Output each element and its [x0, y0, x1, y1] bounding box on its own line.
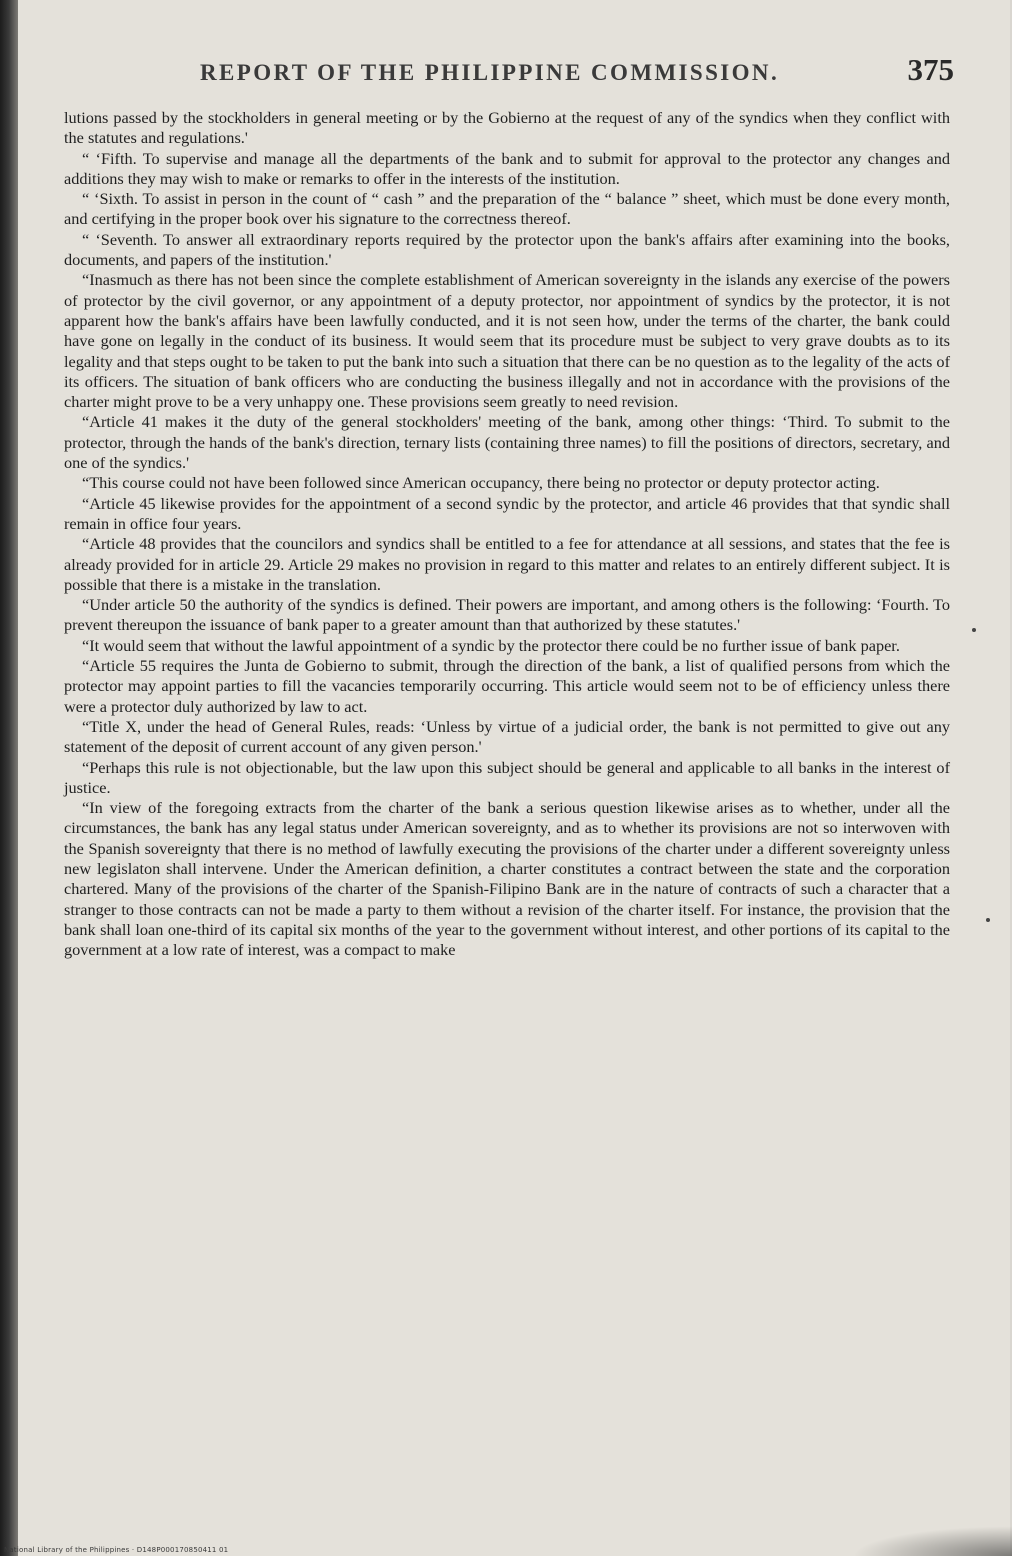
- paragraph: “Perhaps this rule is not objectionable, but the law upon this subject should be general and applicable to all banks in the interest of justice.: [64, 757, 950, 797]
- paragraph: “This course could not have been followed since American occupancy, there being no protector or deputy protector acting.: [82, 473, 880, 493]
- paragraph: “Inasmuch as there has not been since the complete establishment of American sovereignty in the islands any exercise of the powers of protector by the civil governor, or any appointment of a deputy protector, nor appointment of syndics by the protector, it is not apparent how the bank's affairs have been lawfully conducted, and it is not seen how, under the terms of the charter, the bank could have gone on legally in the conduct of its business. It would seem that its procedure must be subject to very grave doubts as to its legality and that steps ought to be taken to put the bank into such a situation that there can be no question as to the legality of the acts of its officers. The situation of bank officers who are conducting the business illegally and not in accordance with the provisions of the charter might prove to be a very unhappy one. These provisions seem greatly to need revision.: [64, 270, 950, 412]
- margin-speck: [986, 918, 990, 922]
- paragraph: “Title X, under the head of General Rules, reads: ‘Unless by virtue of a judicial order, the bank is not permitted to give out any statement of the deposit of current account of any given person.': [64, 716, 950, 757]
- margin-speck: [972, 628, 976, 632]
- paragraph: “Article 55 requires the Junta de Gobierno to submit, through the direction of the bank, a list of qualified persons from which the protector may appoint parties to fill the vacancies temporarily occurring. This article would seem not to be of efficiency unless there were a protector duly authorized by law to act.: [64, 656, 950, 716]
- paragraph: lutions passed by the stockholders in general meeting or by the Gobierno at the request of any of the syndics when they conflict with the statutes and regulations.': [64, 108, 950, 148]
- paragraph: “Article 48 provides that the councilors and syndics shall be entitled to a fee for attendance at all sessions, and states that the fee is already provided for in article 29. Article 29 makes no provision in regard to this matter and relates to an entirely different subject. It is possible that there is a mistake in the translation.: [64, 534, 950, 594]
- paragraph: “It would seem that without the lawful appointment of a syndic by the protector there could be no further issue of bank paper.: [82, 635, 900, 655]
- scan-credit: National Library of the Philippines · D148P000170850411 01: [4, 1546, 229, 1554]
- page-number: 375: [907, 52, 954, 87]
- page-body: [64, 108, 950, 960]
- paragraph: “Under article 50 the authority of the syndics is defined. Their powers are important, and among others is the following: ‘Fourth. To prevent thereupon the issuance of bank paper to a greater amount than that authorized by these statutes.': [64, 595, 950, 635]
- paragraph: “ ‘Sixth. To assist in person in the count of “ cash ” and the preparation of the “ balance ” sheet, which must be done every month, and certifying in the proper book over his signature to the correctness thereof.: [64, 189, 950, 229]
- paragraph: “ ‘Seventh. To answer all extraordinary reports required by the protector upon the bank's affairs after examining into the books, documents, and papers of the institution.': [64, 229, 950, 270]
- page-corner-shadow: [852, 1526, 1012, 1556]
- running-title: REPORT OF THE PHILIPPINE COMMISSION.: [200, 60, 780, 85]
- page-header: [200, 52, 960, 102]
- paragraph: “In view of the foregoing extracts from the charter of the bank a serious question likewise arises as to whether, under all the circumstances, the bank has any legal status under American sovereignty, and as to whether its provisions are not so interwoven with the Spanish sovereignty that there is no method of lawfully executing the provisions of the charter under a different sovereignty unless new legislaton shall intervene. Under the American definition, a charter constitutes a contract between the state and the corporation chartered. Many of the provisions of the charter of the Spanish-Filipino Bank are in the nature of contracts of such a character that a stranger to those contracts can not be made a party to them without a revision of the charter itself. For instance, the provision that the bank shall loan one-third of its capital six months of the year to the government without interest, and other portions of its capital to the government at a low rate of interest, was a compact to make: [64, 798, 950, 960]
- paragraph: “Article 41 makes it the duty of the general stockholders' meeting of the bank, among other things: ‘Third. To submit to the protector, through the hands of the bank's direction, ternary lists (containing three names) to fill the positions of directors, secretary, and one of the syndics.': [64, 412, 950, 473]
- paragraph: “Article 45 likewise provides for the appointment of a second syndic by the protector, and article 46 provides that that syndic shall remain in office four years.: [64, 493, 950, 533]
- paragraph: “ ‘Fifth. To supervise and manage all the departments of the bank and to submit for approval to the protector any changes and additions they may wish to make or remarks to offer in the interests of the institution.: [64, 148, 950, 188]
